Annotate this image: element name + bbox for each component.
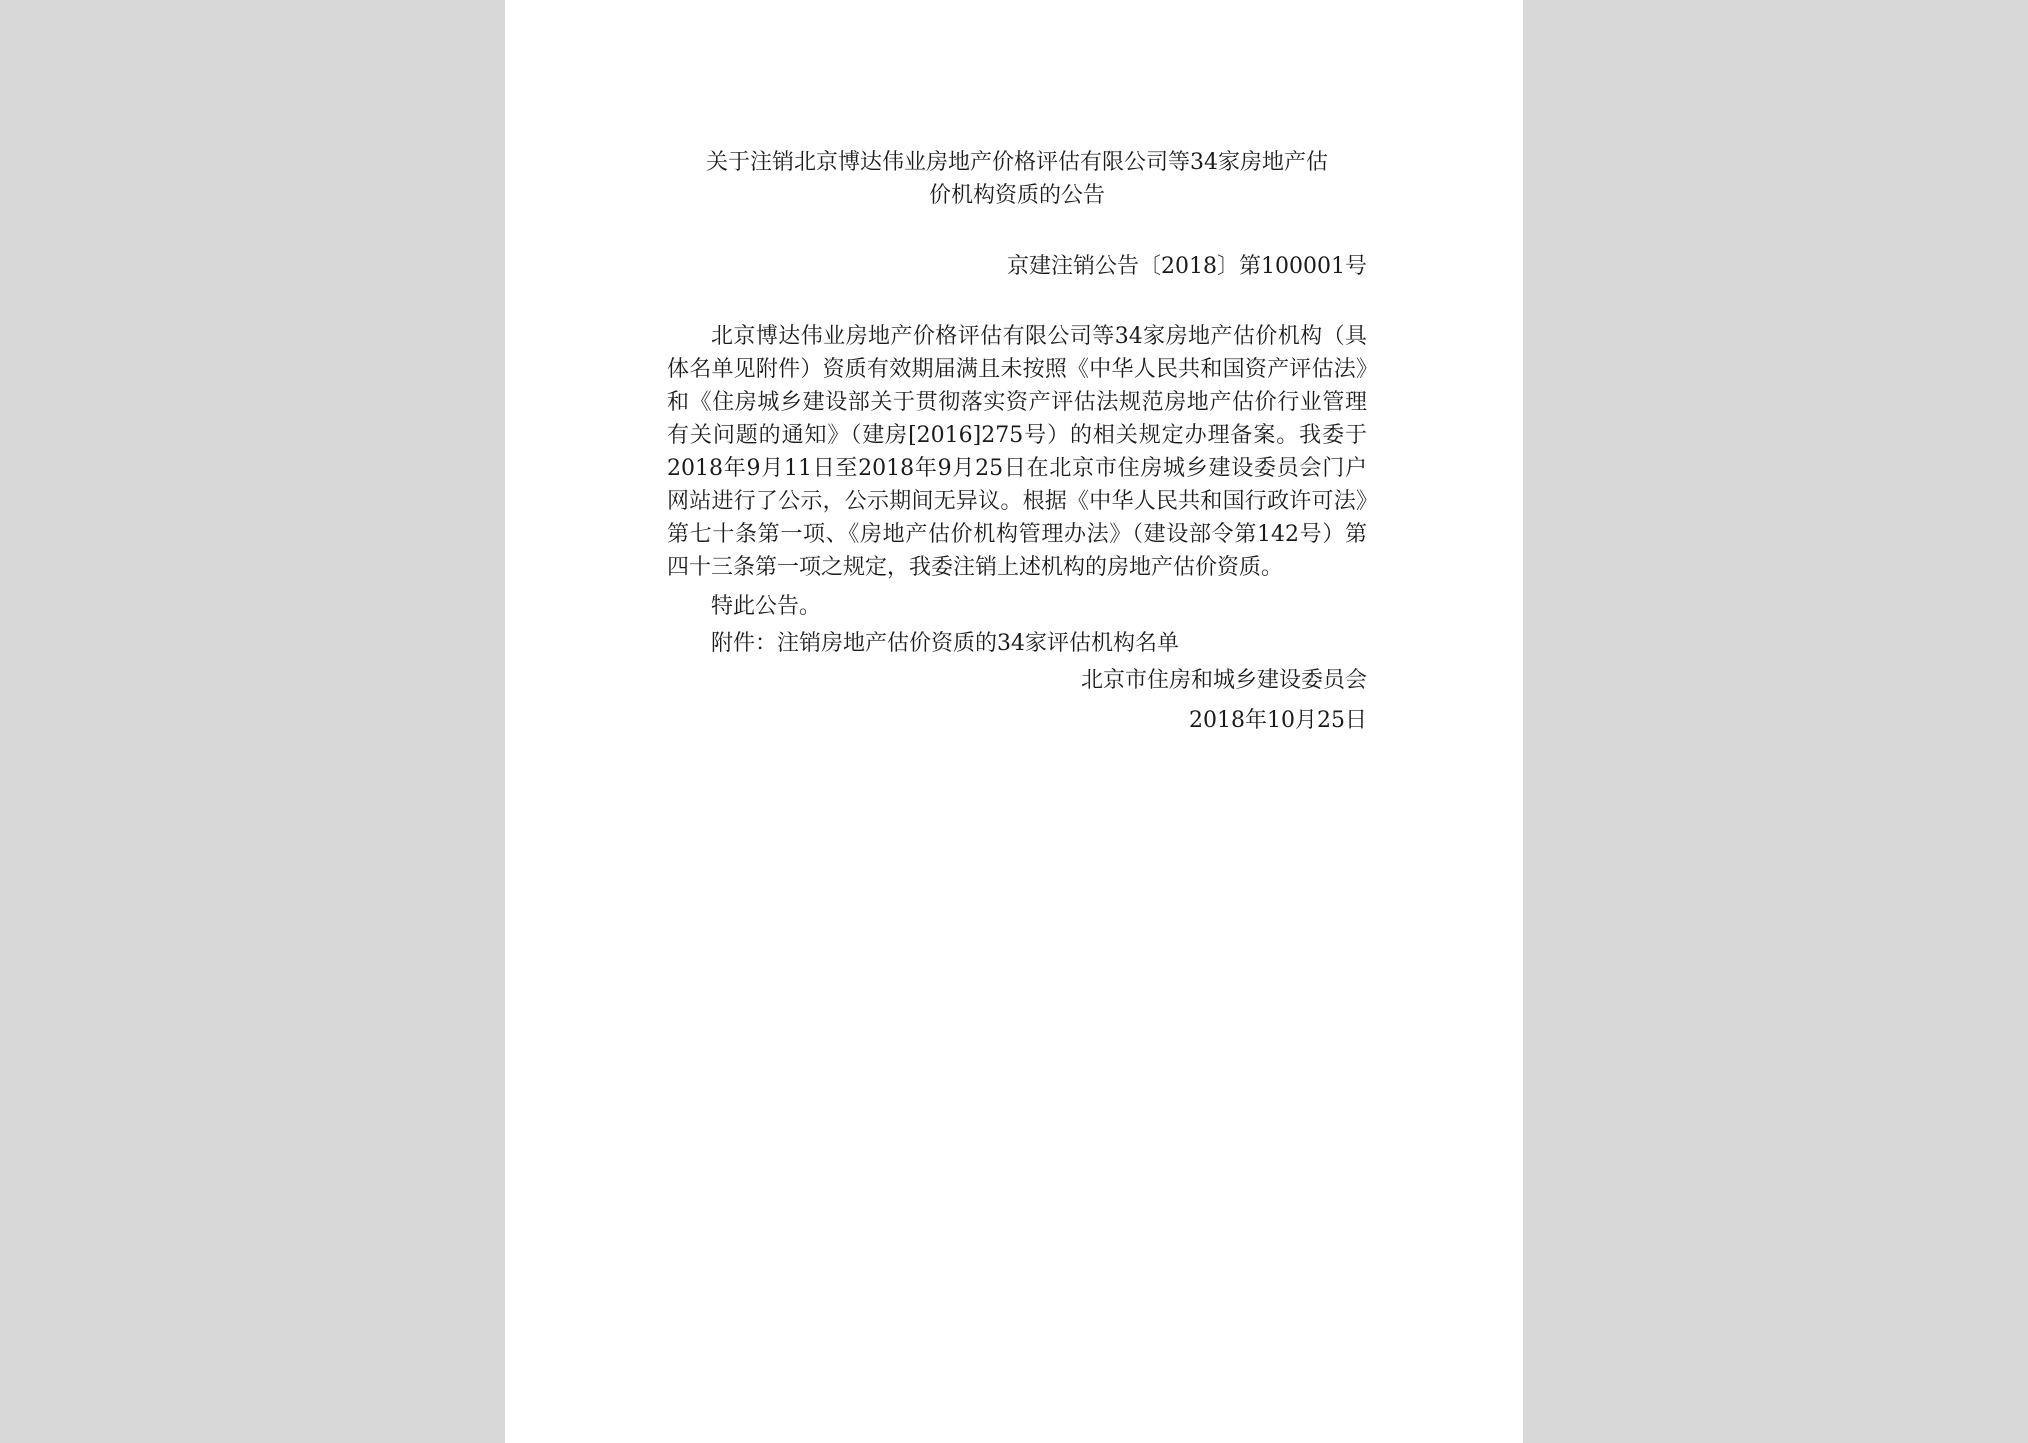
issuer-name: 北京市住房和城乡建设委员会	[1080, 668, 1367, 693]
attachment-note: 附件：注销房地产估价资质的34家评估机构名单	[711, 631, 1179, 656]
title-line-2: 价机构资质的公告	[928, 183, 1105, 208]
document-page	[505, 0, 1523, 1443]
document-number: 京建注销公告〔2018〕第100001号	[1007, 254, 1367, 279]
closing-statement: 特此公告。	[711, 594, 822, 619]
title-line-1: 关于注销北京博达伟业房地产价格评估有限公司等34家房地产估	[706, 150, 1328, 175]
body-paragraph: 北京博达伟业房地产价格评估有限公司等34家房地产估价机构（具体名单见附件）资质有效期届满且未按照《中华人民共和国资产评估法》和《住房城乡建设部关于贯彻落实资产评估法规范房地产估价行业管理有关问题的通知》（建房[2016]275号）的相关规定办理备案。我委于2018年9月11日至2018年9月25日在北京市住房城乡建设委员会门户网站进行了公示，公示期间无异议。根据《中华人民共和国行政许可法》第七十条第一项、《房地产估价机构管理办法》（建设部令第142号）第四十三条第一项之规定，我委注销上述机构的房地产估价资质。	[667, 324, 1367, 580]
issue-date: 2018年10月25日	[1189, 708, 1367, 733]
document-title	[667, 146, 1367, 212]
document-content	[667, 146, 1367, 740]
